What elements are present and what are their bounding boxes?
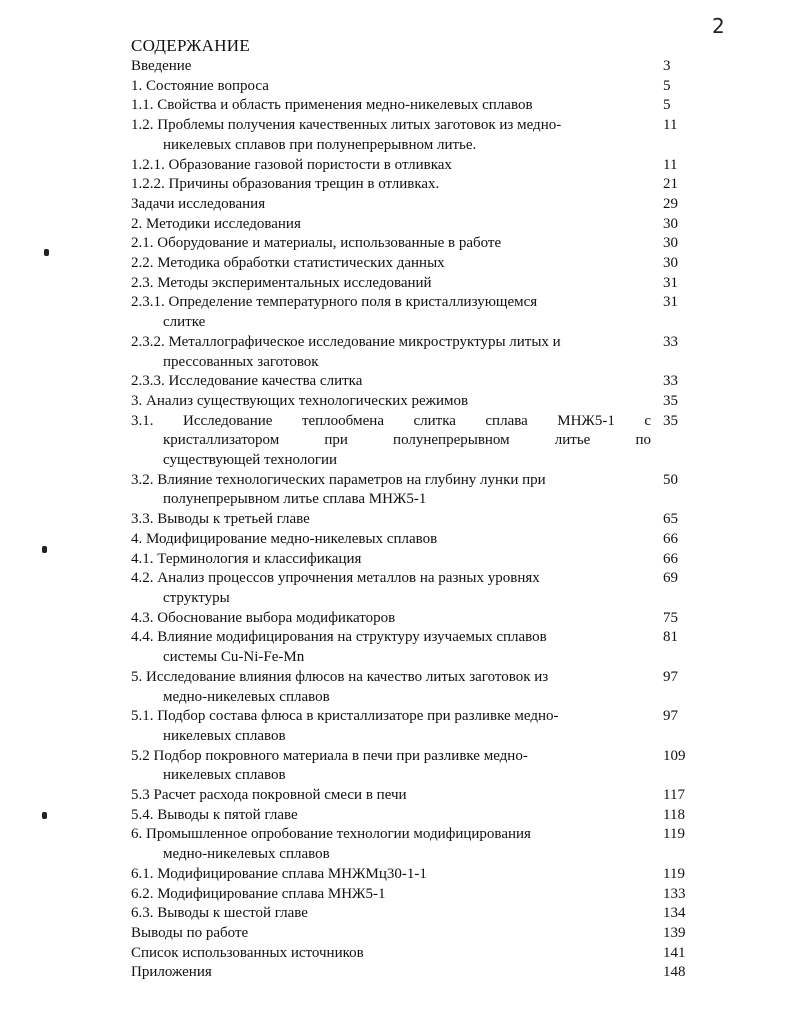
toc-entry — [131, 195, 691, 215]
toc-entry-title — [131, 668, 651, 707]
toc-entry-title — [131, 96, 651, 116]
toc-entry-page: 117 — [663, 787, 685, 804]
toc-entry-title-continuation: слитке — [163, 314, 206, 331]
toc-entry-title-line: 2.3.3. Исследование качества слитка — [131, 373, 363, 390]
toc-entry-page: 97 — [663, 708, 678, 725]
toc-entry-title-line: 5.3 Расчет расхода покровной смеси в печи — [131, 787, 407, 804]
toc-entry-page: 109 — [663, 747, 686, 764]
toc-entry-title-line: 1.2.2. Причины образования трещин в отливках. — [131, 176, 440, 193]
toc-entry-page: 5 — [663, 77, 671, 94]
toc-entry-page: 81 — [663, 629, 678, 646]
toc-entry — [131, 786, 691, 806]
toc-entry-title — [131, 471, 651, 510]
toc-entry — [131, 668, 691, 707]
toc-entry — [131, 963, 691, 983]
toc-entry-title-line: 2.3. Методы экспериментальных исследований — [131, 274, 432, 291]
toc-entry — [131, 412, 691, 471]
toc-entry-page: 33 — [663, 373, 678, 390]
toc-entry — [131, 96, 691, 116]
toc-entry-title — [131, 550, 651, 570]
toc-entry-title — [131, 372, 651, 392]
toc-entry-title-line: 3.3. Выводы к третьей главе — [131, 511, 310, 528]
toc-entry — [131, 944, 691, 964]
toc-entry-title — [131, 234, 651, 254]
toc-entry-title-line: 5.4. Выводы к пятой главе — [131, 806, 298, 823]
toc-entry-title-line: Список использованных источников — [131, 944, 364, 961]
toc-entry-page: 65 — [663, 511, 678, 528]
toc-entry-title-continuation: существующей технологии — [163, 452, 338, 469]
toc-entry-title-continuation: никелевых сплавов — [163, 767, 286, 784]
toc-entry — [131, 293, 691, 332]
toc-entry-title-line: 1.2.1. Образование газовой пористости в отливках — [131, 156, 452, 173]
toc-entry — [131, 116, 691, 155]
toc-entry — [131, 254, 691, 274]
toc-entry-title-continuation: никелевых сплавов — [163, 727, 286, 744]
table-of-contents — [131, 57, 691, 983]
toc-entry-title — [131, 747, 651, 786]
toc-entry — [131, 156, 691, 176]
toc-entry-title-line: 1.1. Свойства и область применения медно-никелевых сплавов — [131, 97, 533, 114]
toc-entry-title — [131, 392, 651, 412]
toc-entry — [131, 865, 691, 885]
toc-entry — [131, 274, 691, 294]
toc-entry-title — [131, 175, 651, 195]
toc-entry — [131, 234, 691, 254]
toc-entry-title-line: 2.3.1. Определение температурного поля в кристаллизующемся — [131, 294, 538, 311]
toc-entry-title-line: 1. Состояние вопроса — [131, 77, 269, 94]
toc-entry-title-line: Выводы по работе — [131, 924, 249, 941]
toc-entry-page: 33 — [663, 333, 678, 350]
toc-entry-page: 69 — [663, 570, 678, 587]
toc-entry-title-line: 2.1. Оборудование и материалы, использованные в работе — [131, 235, 502, 252]
toc-entry-title-continuation: системы Cu-Ni-Fe-Mn — [163, 649, 305, 666]
toc-entry-title — [131, 195, 651, 215]
toc-entry-page: 21 — [663, 176, 678, 193]
toc-entry-title — [131, 786, 651, 806]
toc-entry-page: 30 — [663, 235, 678, 252]
toc-entry — [131, 510, 691, 530]
toc-entry — [131, 530, 691, 550]
toc-entry — [131, 550, 691, 570]
toc-entry-title-line: 4. Модифицирование медно-никелевых сплавов — [131, 530, 438, 547]
toc-entry-title-line: 4.2. Анализ процессов упрочнения металлов на разных уровнях — [131, 570, 540, 587]
toc-entry-title — [131, 510, 651, 530]
toc-entry — [131, 392, 691, 412]
toc-entry — [131, 333, 691, 372]
toc-entry — [131, 825, 691, 864]
toc-entry-page: 119 — [663, 865, 685, 882]
toc-entry-title — [131, 57, 651, 77]
toc-entry-title-line: 6.2. Модифицирование сплава МНЖ5-1 — [131, 885, 386, 902]
toc-entry-title — [131, 825, 651, 864]
toc-entry-title-continuation: медно-никелевых сплавов — [163, 688, 330, 705]
toc-entry — [131, 904, 691, 924]
toc-entry-title — [131, 609, 651, 629]
toc-entry-page: 30 — [663, 215, 678, 232]
toc-entry-title-line: Введение — [131, 58, 192, 74]
toc-entry-title-line: Задачи исследования — [131, 195, 266, 212]
toc-entry-title-line: 6. Промышленное опробование технологии модифицирования — [131, 826, 531, 843]
toc-entry-title-line: 6.3. Выводы к шестой главе — [131, 905, 308, 922]
toc-entry-title-line: 2.2. Методика обработки статистических данных — [131, 255, 445, 272]
toc-entry-page: 35 — [663, 412, 678, 429]
toc-entry — [131, 747, 691, 786]
toc-entry-title — [131, 865, 651, 885]
toc-entry-page: 148 — [663, 964, 686, 981]
toc-entry-page: 5 — [663, 97, 671, 114]
toc-entry-title-line: 4.1. Терминология и классификация — [131, 550, 362, 567]
toc-entry — [131, 628, 691, 667]
toc-entry — [131, 924, 691, 944]
toc-entry-title-line: 2. Методики исследования — [131, 215, 301, 232]
toc-entry-title — [131, 569, 651, 608]
toc-entry-page: 66 — [663, 550, 678, 567]
toc-entry-page: 31 — [663, 274, 678, 291]
toc-heading: СОДЕРЖАНИЕ — [131, 36, 251, 55]
toc-entry-page: 134 — [663, 905, 686, 922]
toc-entry-title-line: 5.1. Подбор состава флюса в кристаллизаторе при разливке медно- — [131, 708, 559, 725]
toc-entry — [131, 609, 691, 629]
toc-entry-title-line: 1.2. Проблемы получения качественных литых заготовок из медно- — [131, 117, 562, 134]
toc-entry-page: 141 — [663, 944, 686, 961]
toc-entry-title — [131, 806, 651, 826]
toc-entry-title — [131, 333, 651, 372]
toc-entry — [131, 471, 691, 510]
toc-entry-title-continuation: никелевых сплавов при полунепрерывном литье. — [163, 136, 477, 153]
toc-entry-title-continuation: медно-никелевых сплавов — [163, 846, 330, 863]
toc-entry-page: 50 — [663, 471, 678, 488]
toc-entry-page: 31 — [663, 294, 678, 311]
toc-entry-page: 3 — [663, 58, 671, 74]
toc-entry-title-line: Приложения — [131, 964, 212, 981]
toc-entry-title — [131, 963, 651, 983]
scan-mark-2 — [42, 546, 47, 553]
toc-entry-title — [131, 530, 651, 550]
toc-entry — [131, 569, 691, 608]
toc-entry-title — [131, 116, 651, 155]
toc-entry-page: 118 — [663, 806, 685, 823]
scan-mark-1 — [44, 249, 49, 256]
toc-entry-title-line: 3.2. Влияние технологических параметров на глубину лунки при — [131, 471, 546, 488]
toc-entry-page: 75 — [663, 609, 678, 626]
toc-entry — [131, 372, 691, 392]
toc-entry-title — [131, 77, 651, 97]
toc-entry-title-continuation: прессованных заготовок — [163, 353, 319, 370]
toc-entry-title-continuation: кристаллизатором при полунепрерывном литье по — [163, 432, 651, 449]
toc-entry-title — [131, 156, 651, 176]
toc-entry-title-line: 5. Исследование влияния флюсов на качество литых заготовок из — [131, 668, 549, 685]
toc-entry-title — [131, 628, 651, 667]
toc-entry-title — [131, 274, 651, 294]
toc-entry — [131, 707, 691, 746]
toc-entry-page: 11 — [663, 156, 678, 173]
toc-entry-title — [131, 885, 651, 905]
toc-entry-page: 35 — [663, 392, 678, 409]
toc-entry-title — [131, 293, 651, 332]
toc-entry-title-line: 4.4. Влияние модифицирования на структуру изучаемых сплавов — [131, 629, 547, 646]
toc-entry-title — [131, 215, 651, 235]
toc-entry-title — [131, 254, 651, 274]
toc-entry-page: 30 — [663, 255, 678, 272]
toc-entry-title-line: 3.1. Исследование теплообмена слитка сплава МНЖ5-1 с — [131, 412, 651, 429]
toc-entry-title — [131, 944, 651, 964]
toc-entry — [131, 806, 691, 826]
toc-entry-title-line: 5.2 Подбор покровного материала в печи при разливке медно- — [131, 747, 528, 764]
toc-entry-title — [131, 924, 651, 944]
toc-entry-title — [131, 707, 651, 746]
toc-entry-title-line: 2.3.2. Металлографическое исследование микроструктуры литых и — [131, 333, 561, 350]
toc-entry-page: 119 — [663, 826, 685, 843]
toc-entry-page: 11 — [663, 117, 678, 134]
toc-entry-title-line: 4.3. Обоснование выбора модификаторов — [131, 609, 396, 626]
toc-entry — [131, 175, 691, 195]
toc-entry — [131, 885, 691, 905]
toc-entry-title — [131, 904, 651, 924]
toc-entry-page: 29 — [663, 195, 678, 212]
toc-entry-title-line: 6.1. Модифицирование сплава МНЖМц30-1-1 — [131, 865, 427, 882]
toc-entry-page: 133 — [663, 885, 686, 902]
toc-entry — [131, 77, 691, 97]
toc-entry-title — [131, 412, 651, 471]
toc-entry-title-continuation: полунепрерывном литье сплава МНЖ5-1 — [163, 491, 427, 508]
toc-entry-page: 66 — [663, 530, 678, 547]
toc-entry — [131, 57, 691, 77]
toc-entry-title-line: 3. Анализ существующих технологических режимов — [131, 392, 469, 409]
toc-entry-page: 97 — [663, 668, 678, 685]
toc-entry-title-continuation: структуры — [163, 589, 230, 606]
toc-entry-page: 139 — [663, 924, 686, 941]
toc-entry — [131, 215, 691, 235]
page-number: 2 — [712, 14, 725, 38]
scan-mark-3 — [42, 812, 47, 819]
